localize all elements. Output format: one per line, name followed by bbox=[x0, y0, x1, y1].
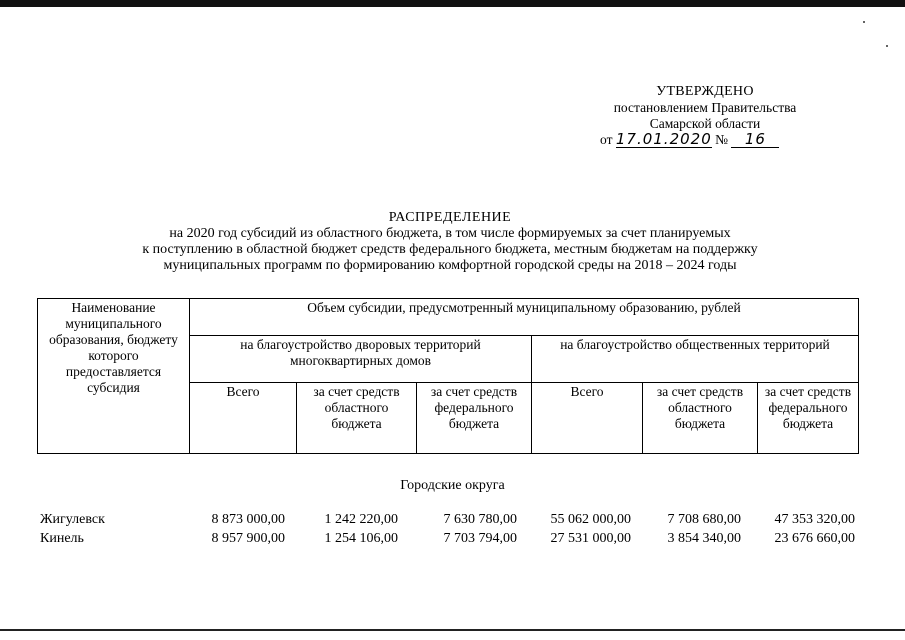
table-row bbox=[0, 531, 905, 549]
heading-line: муниципальных программ по формированию комфортной городской среды на 2018 – 2024 годы bbox=[163, 258, 737, 273]
row-value: 47 353 320,00 bbox=[774, 512, 855, 527]
row-value: 23 676 660,00 bbox=[774, 531, 855, 546]
row-municipality: Жигулевск bbox=[40, 512, 105, 527]
header-regional: за счет средств областного бюджета bbox=[643, 382, 758, 453]
document-heading bbox=[80, 210, 820, 274]
row-value: 1 254 106,00 bbox=[324, 531, 398, 546]
header-federal: за счет средств федерального бюджета bbox=[417, 382, 532, 453]
row-value: 7 703 794,00 bbox=[443, 531, 517, 546]
row-value: 55 062 000,00 bbox=[550, 512, 631, 527]
scan-edge-top bbox=[0, 0, 905, 7]
header-regional: за счет средств областного бюджета bbox=[297, 382, 417, 453]
approval-title: УТВЕРЖДЕНО bbox=[656, 84, 754, 99]
document-title: РАСПРЕДЕЛЕНИЕ bbox=[388, 210, 512, 225]
handwritten-number: 16 bbox=[731, 132, 779, 148]
heading-line: к поступлению в областной бюджет средств федерального бюджета, местным бюджетам на поддержку bbox=[142, 242, 758, 257]
row-municipality: Кинель bbox=[40, 531, 84, 546]
section-title: Городские округа bbox=[400, 478, 505, 493]
number-prefix: № bbox=[715, 132, 729, 147]
header-federal: за счет средств федерального бюджета bbox=[758, 382, 859, 453]
row-value: 7 708 680,00 bbox=[667, 512, 741, 527]
scan-edge-bottom bbox=[0, 629, 905, 631]
subsidy-table-header bbox=[37, 298, 859, 454]
handwritten-date: 17.01.2020 bbox=[615, 130, 712, 148]
row-value: 3 854 340,00 bbox=[667, 531, 741, 546]
header-group-public: на благоустройство общественных территорий bbox=[532, 335, 859, 382]
row-value: 1 242 220,00 bbox=[324, 512, 398, 527]
approval-line: Самарской области bbox=[649, 116, 761, 131]
row-value: 27 531 000,00 bbox=[550, 531, 631, 546]
header-subsidy-volume: Объем субсидии, предусмотренный муниципальному образованию, рублей bbox=[190, 299, 859, 336]
header-municipality: Наименование муниципального образования, бюджету которого предоставляется субсидия bbox=[38, 299, 190, 454]
header-total: Всего bbox=[190, 382, 297, 453]
header-total: Всего bbox=[532, 382, 643, 453]
header-group-yards: на благоустройство дворовых территорий многоквартирных домов bbox=[190, 335, 532, 382]
row-value: 7 630 780,00 bbox=[443, 512, 517, 527]
approval-line: постановлением Правительства bbox=[613, 100, 797, 115]
heading-line: на 2020 год субсидий из областного бюджета, в том числе формируемых за счет планируемых bbox=[169, 226, 731, 241]
approval-date-line bbox=[590, 132, 820, 148]
approval-stamp bbox=[590, 84, 820, 148]
scan-speck bbox=[863, 21, 865, 23]
scan-speck bbox=[886, 45, 888, 47]
table-row bbox=[0, 512, 905, 530]
row-value: 8 957 900,00 bbox=[211, 531, 285, 546]
date-prefix: от bbox=[600, 132, 613, 147]
row-value: 8 873 000,00 bbox=[211, 512, 285, 527]
